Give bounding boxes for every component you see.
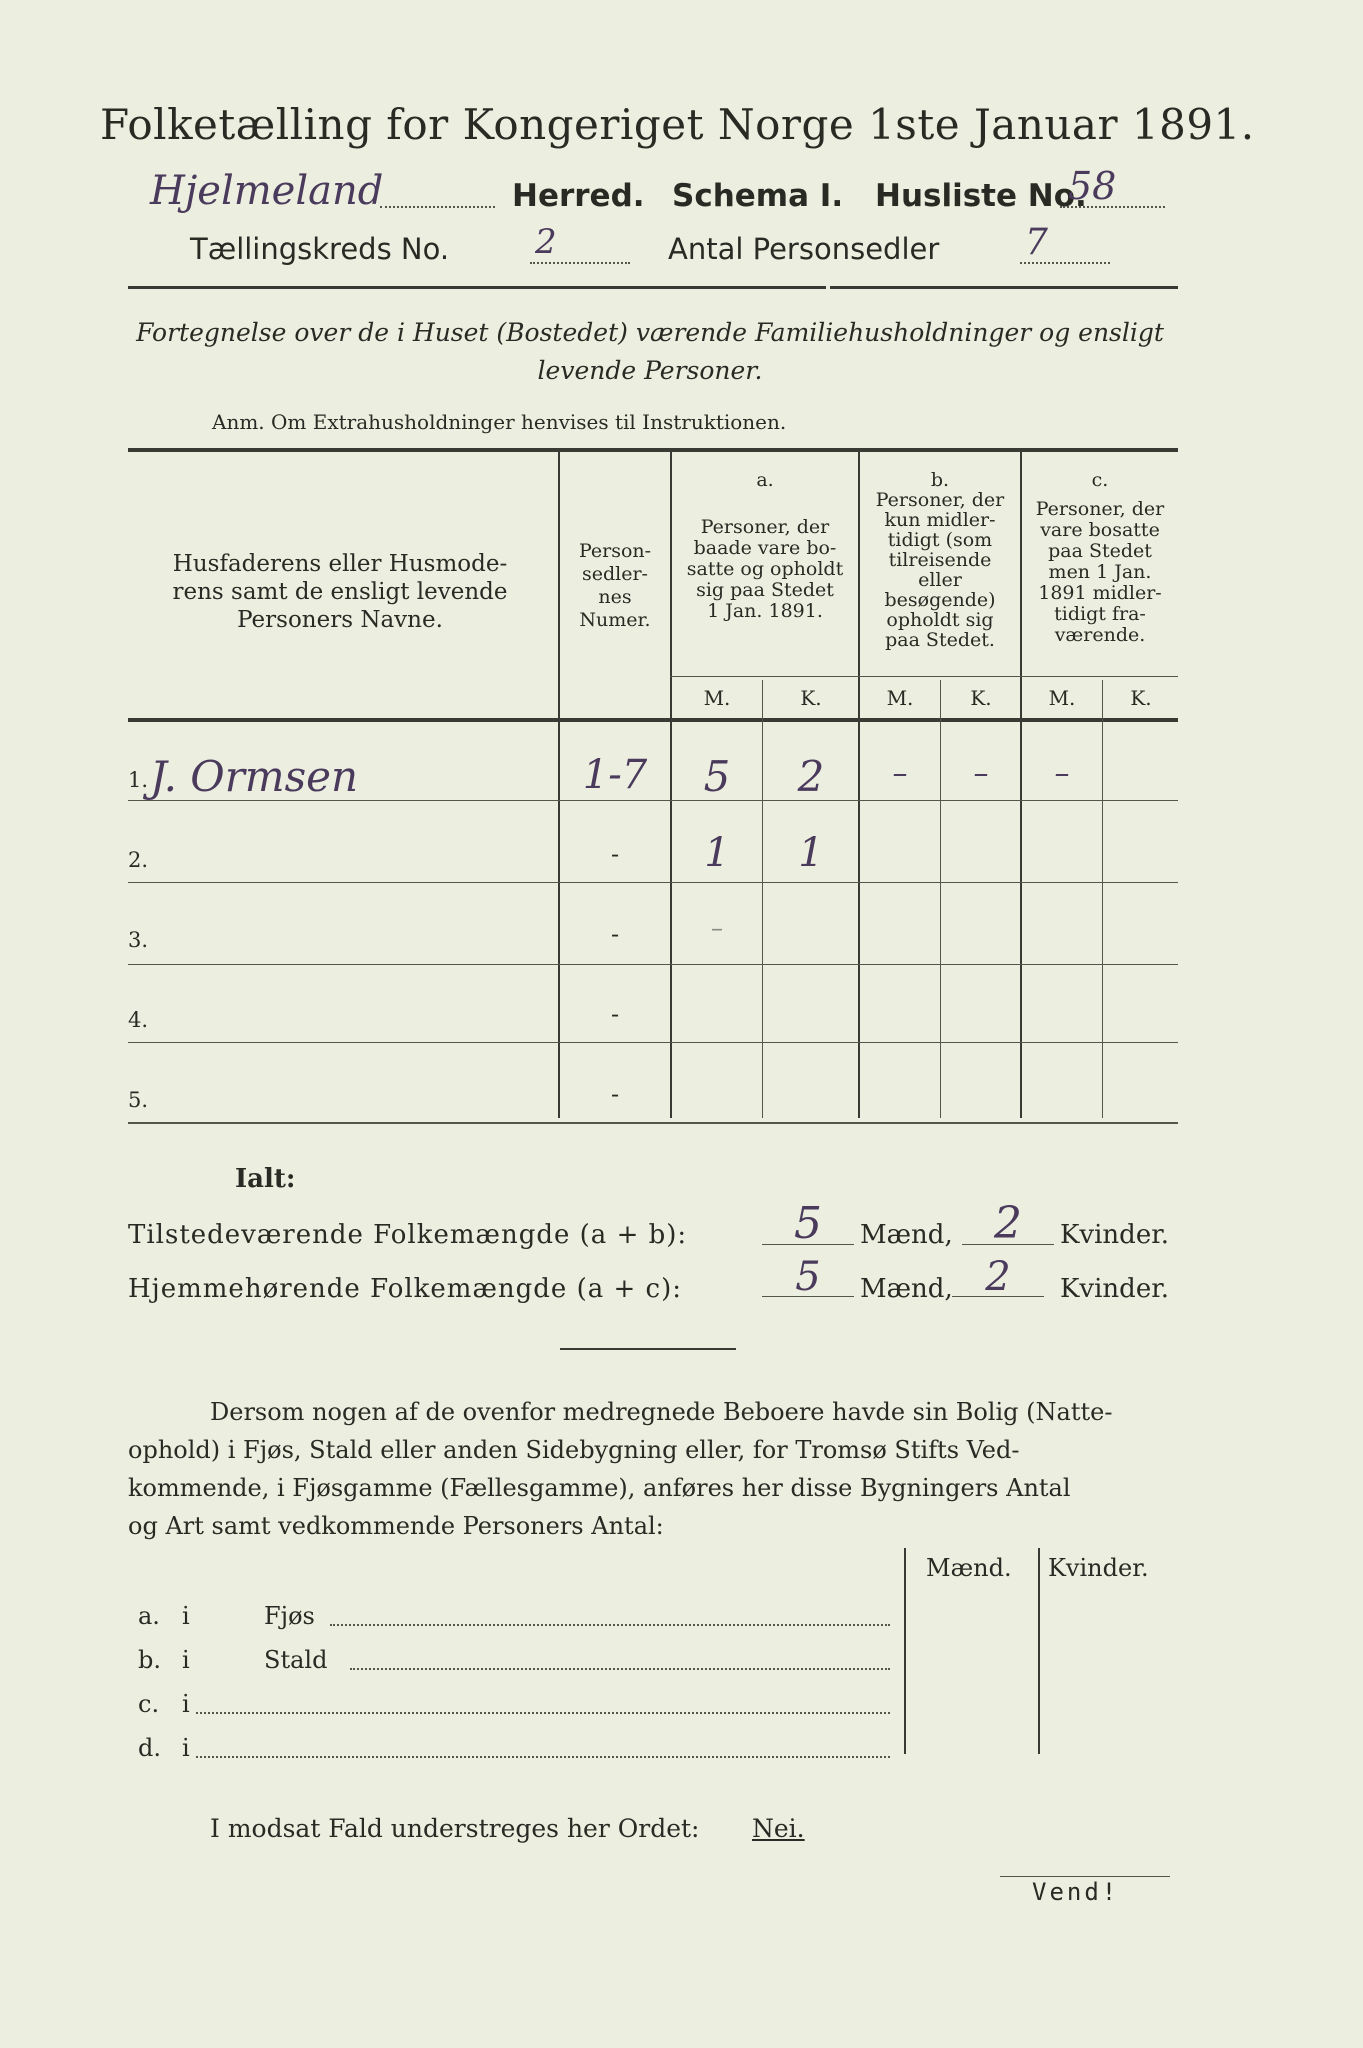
buildings-para-line-3: kommende, i Fjøsgamme (Fællesgamme), anføres her disse Bygningers Antal (128, 1474, 1071, 1502)
intro-line-1: Fortegnelse over de i Huset (Bostedet) værende Familiehusholdninger og ensligt (136, 318, 1164, 347)
row-1-a-m: 5 (703, 752, 731, 801)
header-numer (560, 540, 670, 632)
row-3-a-m: – (711, 914, 723, 942)
section-divider (560, 1348, 736, 1350)
row-1-rule (128, 800, 1178, 801)
row-3-num: - (610, 920, 620, 948)
row-5-no: 5. (128, 1088, 149, 1112)
vend-rule (1000, 1876, 1170, 1877)
row-2-no: 2. (128, 848, 149, 872)
totals-line-1-men-rule (762, 1244, 854, 1245)
header-col-c-line-4: men 1 Jan. (1048, 561, 1152, 583)
buildings-col-men: Mænd. (926, 1554, 1012, 1582)
building-b-dots (350, 1668, 890, 1670)
header-col-c-line-1: Personer, der (1035, 498, 1165, 520)
header-rule (128, 286, 826, 289)
totals-line-1-maend: Mænd, (860, 1220, 953, 1250)
header-col-b (860, 470, 1020, 650)
header-col-b-line-8: paa Stedet. (885, 629, 995, 651)
row-1-b-m: – (892, 756, 908, 791)
header-col-a-line-1: Personer, der (700, 516, 830, 538)
row-4-num: - (610, 1000, 620, 1028)
totals-line-2-label: Hjemmehørende Folkemængde (a + c): (128, 1274, 682, 1304)
totals-line-2-maend: Mænd, (860, 1274, 953, 1304)
row-1-no: 1. (128, 768, 149, 792)
header-col-a-line-5: 1 Jan. 1891. (707, 600, 823, 622)
row-5-rule (128, 1122, 1178, 1124)
personsedler-label: Antal Personsedler (668, 232, 940, 266)
header-numer-line-3: nes (598, 586, 632, 608)
totals-line-1-label: Tilstedeværende Folkemængde (a + b): (128, 1220, 688, 1250)
building-a-letter: a. (138, 1602, 160, 1630)
building-c-dots (196, 1712, 890, 1714)
col-divider-c-mk (1102, 680, 1103, 1118)
row-1-num: 1-7 (582, 752, 648, 798)
header-col-a-letter: a. (756, 469, 774, 491)
totals-line-2-men-rule (762, 1296, 854, 1297)
row-5-num: - (610, 1080, 620, 1108)
buildings-divider-right (1038, 1548, 1040, 1754)
husliste-dots (1060, 206, 1165, 208)
building-d-dots (196, 1756, 890, 1758)
building-a-prep: i (182, 1602, 190, 1630)
header-col-a-line-4: sig paa Stedet (696, 579, 834, 601)
herred-dots (380, 206, 495, 208)
row-1-b-k: – (973, 756, 989, 791)
schema-label: Schema I. (672, 178, 844, 214)
row-3-no: 3. (128, 928, 149, 952)
row-1-a-k: 2 (797, 752, 825, 801)
totals-line-1-kvinder: Kvinder. (1060, 1220, 1170, 1250)
totals-line-1-men: 5 (794, 1198, 822, 1249)
sub-c-k: K. (1130, 686, 1152, 710)
row-2-a-k: 1 (798, 830, 824, 876)
totals-line-1-women: 2 (994, 1198, 1022, 1249)
buildings-para-line-2: ophold) i Fjøs, Stald eller anden Sidebygning eller, for Tromsø Stifts Ved- (128, 1436, 1020, 1464)
row-2-a-m: 1 (704, 830, 730, 876)
row-2-rule (128, 882, 1178, 883)
form-title: Folketælling for Kongeriget Norge 1ste Januar 1891. (100, 100, 1255, 149)
vend-label: Vend! (1032, 1878, 1120, 1906)
header-col-b-line-4: tilreisende (888, 549, 992, 571)
building-a-dots (330, 1624, 890, 1626)
buildings-divider-left (904, 1548, 906, 1754)
header-col-b-line-1: Personer, der (875, 489, 1005, 511)
personsedler-value: 7 (1025, 222, 1048, 263)
header-names-line-3: Personers Navne. (237, 607, 443, 633)
header-numer-line-1: Person- (578, 540, 652, 562)
header-col-c-line-5: 1891 midler- (1038, 582, 1162, 604)
header-col-b-line-6: besøgende) (884, 589, 996, 611)
building-c-letter: c. (138, 1690, 160, 1718)
header-col-a (672, 470, 858, 622)
building-b-letter: b. (138, 1646, 161, 1674)
sub-c-m: M. (1048, 686, 1076, 710)
header-names (140, 550, 540, 634)
header-names-line-2: rens samt de ensligt levende (172, 579, 508, 605)
header-col-b-line-5: eller (918, 569, 962, 591)
mk-header-rule (670, 676, 1178, 677)
herred-value: Hjelmeland (150, 168, 384, 214)
totals-line-1-women-rule (962, 1244, 1054, 1245)
herred-label: Herred. (512, 178, 645, 214)
row-4-rule (128, 1042, 1178, 1043)
header-numer-line-4: Numer. (579, 609, 651, 631)
header-col-c (1022, 470, 1178, 646)
modsat-label: I modsat Fald understreges her Ordet: (210, 1814, 700, 1843)
personsedler-dots (1020, 262, 1110, 264)
header-col-b-line-3: tidigt (som (887, 529, 993, 551)
kreds-value: 2 (535, 222, 557, 262)
header-col-c-line-3: paa Stedet (1048, 540, 1152, 562)
buildings-para-line-1: Dersom nogen af de ovenfor medregnede Beboere havde sin Bolig (Natte- (210, 1398, 1113, 1426)
col-divider-b-mk (940, 680, 941, 1118)
totals-line-2-kvinder: Kvinder. (1060, 1274, 1170, 1304)
building-b-prep: i (182, 1646, 190, 1674)
building-a-label: Fjøs (264, 1602, 315, 1630)
buildings-col-women: Kvinder. (1048, 1554, 1149, 1582)
header-col-a-line-2: baade vare bo- (693, 537, 837, 559)
husliste-label: Husliste No. (875, 178, 1087, 214)
intro-note: Anm. Om Extrahusholdninger henvises til Instruktionen. (212, 410, 787, 434)
sub-a-k: K. (800, 686, 822, 710)
header-col-c-line-2: vare bosatte (1040, 519, 1160, 541)
husliste-value: 58 (1068, 164, 1117, 208)
kreds-label: Tællingskreds No. (190, 232, 450, 266)
header-col-c-line-6: tidigt fra- (1054, 603, 1146, 625)
row-2-num: - (610, 840, 620, 868)
building-d-letter: d. (138, 1734, 161, 1762)
row-4-no: 4. (128, 1008, 149, 1032)
header-numer-line-2: sedler- (582, 563, 648, 585)
buildings-para-line-4: og Art samt vedkommende Personers Antal: (128, 1512, 664, 1540)
header-col-b-line-7: opholdt sig (886, 609, 994, 631)
building-d-prep: i (182, 1734, 190, 1762)
header-names-line-1: Husfaderens eller Husmode- (172, 551, 508, 577)
row-3-rule (128, 964, 1178, 965)
header-col-a-line-3: satte og opholdt (686, 558, 844, 580)
header-col-b-letter: b. (930, 469, 950, 491)
sub-b-m: M. (886, 686, 914, 710)
totals-line-2-women-rule (952, 1296, 1044, 1297)
row-1-c-m: – (1054, 756, 1070, 791)
building-b-label: Stald (264, 1646, 328, 1674)
intro-line-2: levende Personer. (537, 356, 763, 385)
ialt-label: Ialt: (235, 1164, 296, 1194)
kreds-dots (530, 262, 630, 264)
header-col-c-line-7: værende. (1054, 624, 1146, 646)
header-rule-right (830, 286, 1178, 289)
sub-b-k: K. (970, 686, 992, 710)
totals-line-2-men: 5 (795, 1254, 821, 1300)
col-divider-a-mk (762, 680, 763, 1118)
row-1-name: J. Ormsen (150, 752, 359, 801)
totals-line-2-women: 2 (985, 1254, 1011, 1300)
building-c-prep: i (182, 1690, 190, 1718)
nei-word: Nei. (752, 1814, 805, 1843)
header-col-b-line-2: kun midler- (884, 509, 996, 531)
sub-a-m: M. (703, 686, 731, 710)
header-col-c-letter: c. (1091, 469, 1109, 491)
